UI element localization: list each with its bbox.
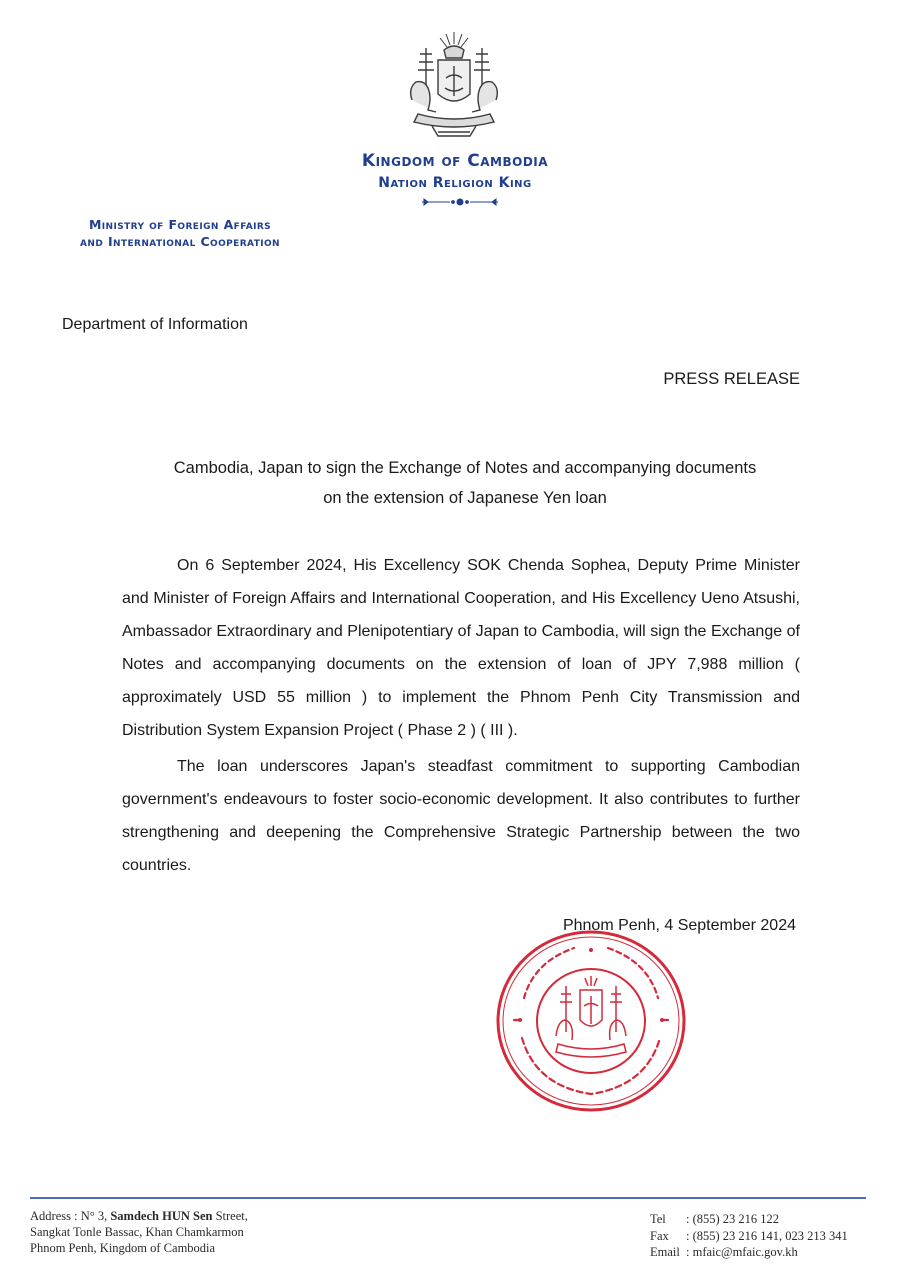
address-street-suffix: Street, (212, 1209, 248, 1223)
address-line-1 (30, 1208, 248, 1224)
department-name: Department of Information (62, 316, 248, 333)
press-release-body (122, 549, 800, 885)
footer-address (30, 1208, 248, 1256)
body-paragraph-2: The loan underscores Japan's steadfast commitment to supporting Cambodian government's endeavours to foster socio-economic development. It also contributes to further strengthening and deepening the Comprehensive Strategic Partnership between the two countries. (122, 758, 800, 874)
royal-arms-emblem-icon (398, 28, 510, 140)
official-seal-icon (494, 928, 688, 1114)
ministry-line-2: and International Cooperation (80, 234, 280, 249)
address-line-2: Sangkat Tonle Bassac, Khan Chamkarmon (30, 1225, 244, 1239)
contact-email (650, 1244, 848, 1261)
address-label: Address : (30, 1209, 81, 1223)
tel-label: Tel (650, 1212, 666, 1226)
document-type: PRESS RELEASE (663, 370, 800, 388)
fax-label: Fax (650, 1228, 669, 1243)
footer-contact (650, 1211, 848, 1261)
email-value[interactable]: : mfaic@mfaic.gov.kh (686, 1245, 798, 1259)
press-release-title (110, 453, 820, 513)
title-line-2: on the extension of Japanese Yen loan (323, 489, 607, 507)
body-paragraph-1: On 6 September 2024, His Excellency SOK Chenda Sophea, Deputy Prime Minister and Minister of Foreign Affairs and International Cooperation, and His Excellency Ueno Atsushi, Ambassador Extraordinary and Plenipotentiary of Japan to Cambodia, will sign the Exchange of Notes and accompanying documents on the extension of loan of JPY 7,988 million ( approximately USD 55 million ) to implement the Phnom Penh City Transmission and Distribution System Expansion Project ( Phase 2 ) ( III ). (122, 557, 800, 739)
ministry-line-1: Ministry of Foreign Affairs (88, 217, 272, 232)
ministry-heading (30, 216, 330, 250)
footer-divider (30, 1197, 866, 1199)
national-motto: Nation Religion King (378, 175, 532, 191)
tel-value: : (855) 23 216 122 (686, 1212, 780, 1226)
address-street-name: Samdech HUN Sen (110, 1209, 213, 1223)
contact-fax (650, 1228, 848, 1245)
title-line-1: Cambodia, Japan to sign the Exchange of Notes and accompanying documents (173, 459, 757, 477)
fax-value: : (855) 23 216 141, 023 213 341 (686, 1228, 848, 1243)
dateline: Phnom Penh, 4 September 2024 (562, 917, 796, 934)
email-label: Email (650, 1245, 680, 1259)
kingdom-heading: Kingdom of Cambodia (361, 151, 549, 171)
ornament-divider-icon (420, 196, 500, 208)
contact-tel (650, 1211, 848, 1228)
address-line-3: Phnom Penh, Kingdom of Cambodia (30, 1241, 216, 1255)
address-number: N° 3, (80, 1209, 111, 1223)
